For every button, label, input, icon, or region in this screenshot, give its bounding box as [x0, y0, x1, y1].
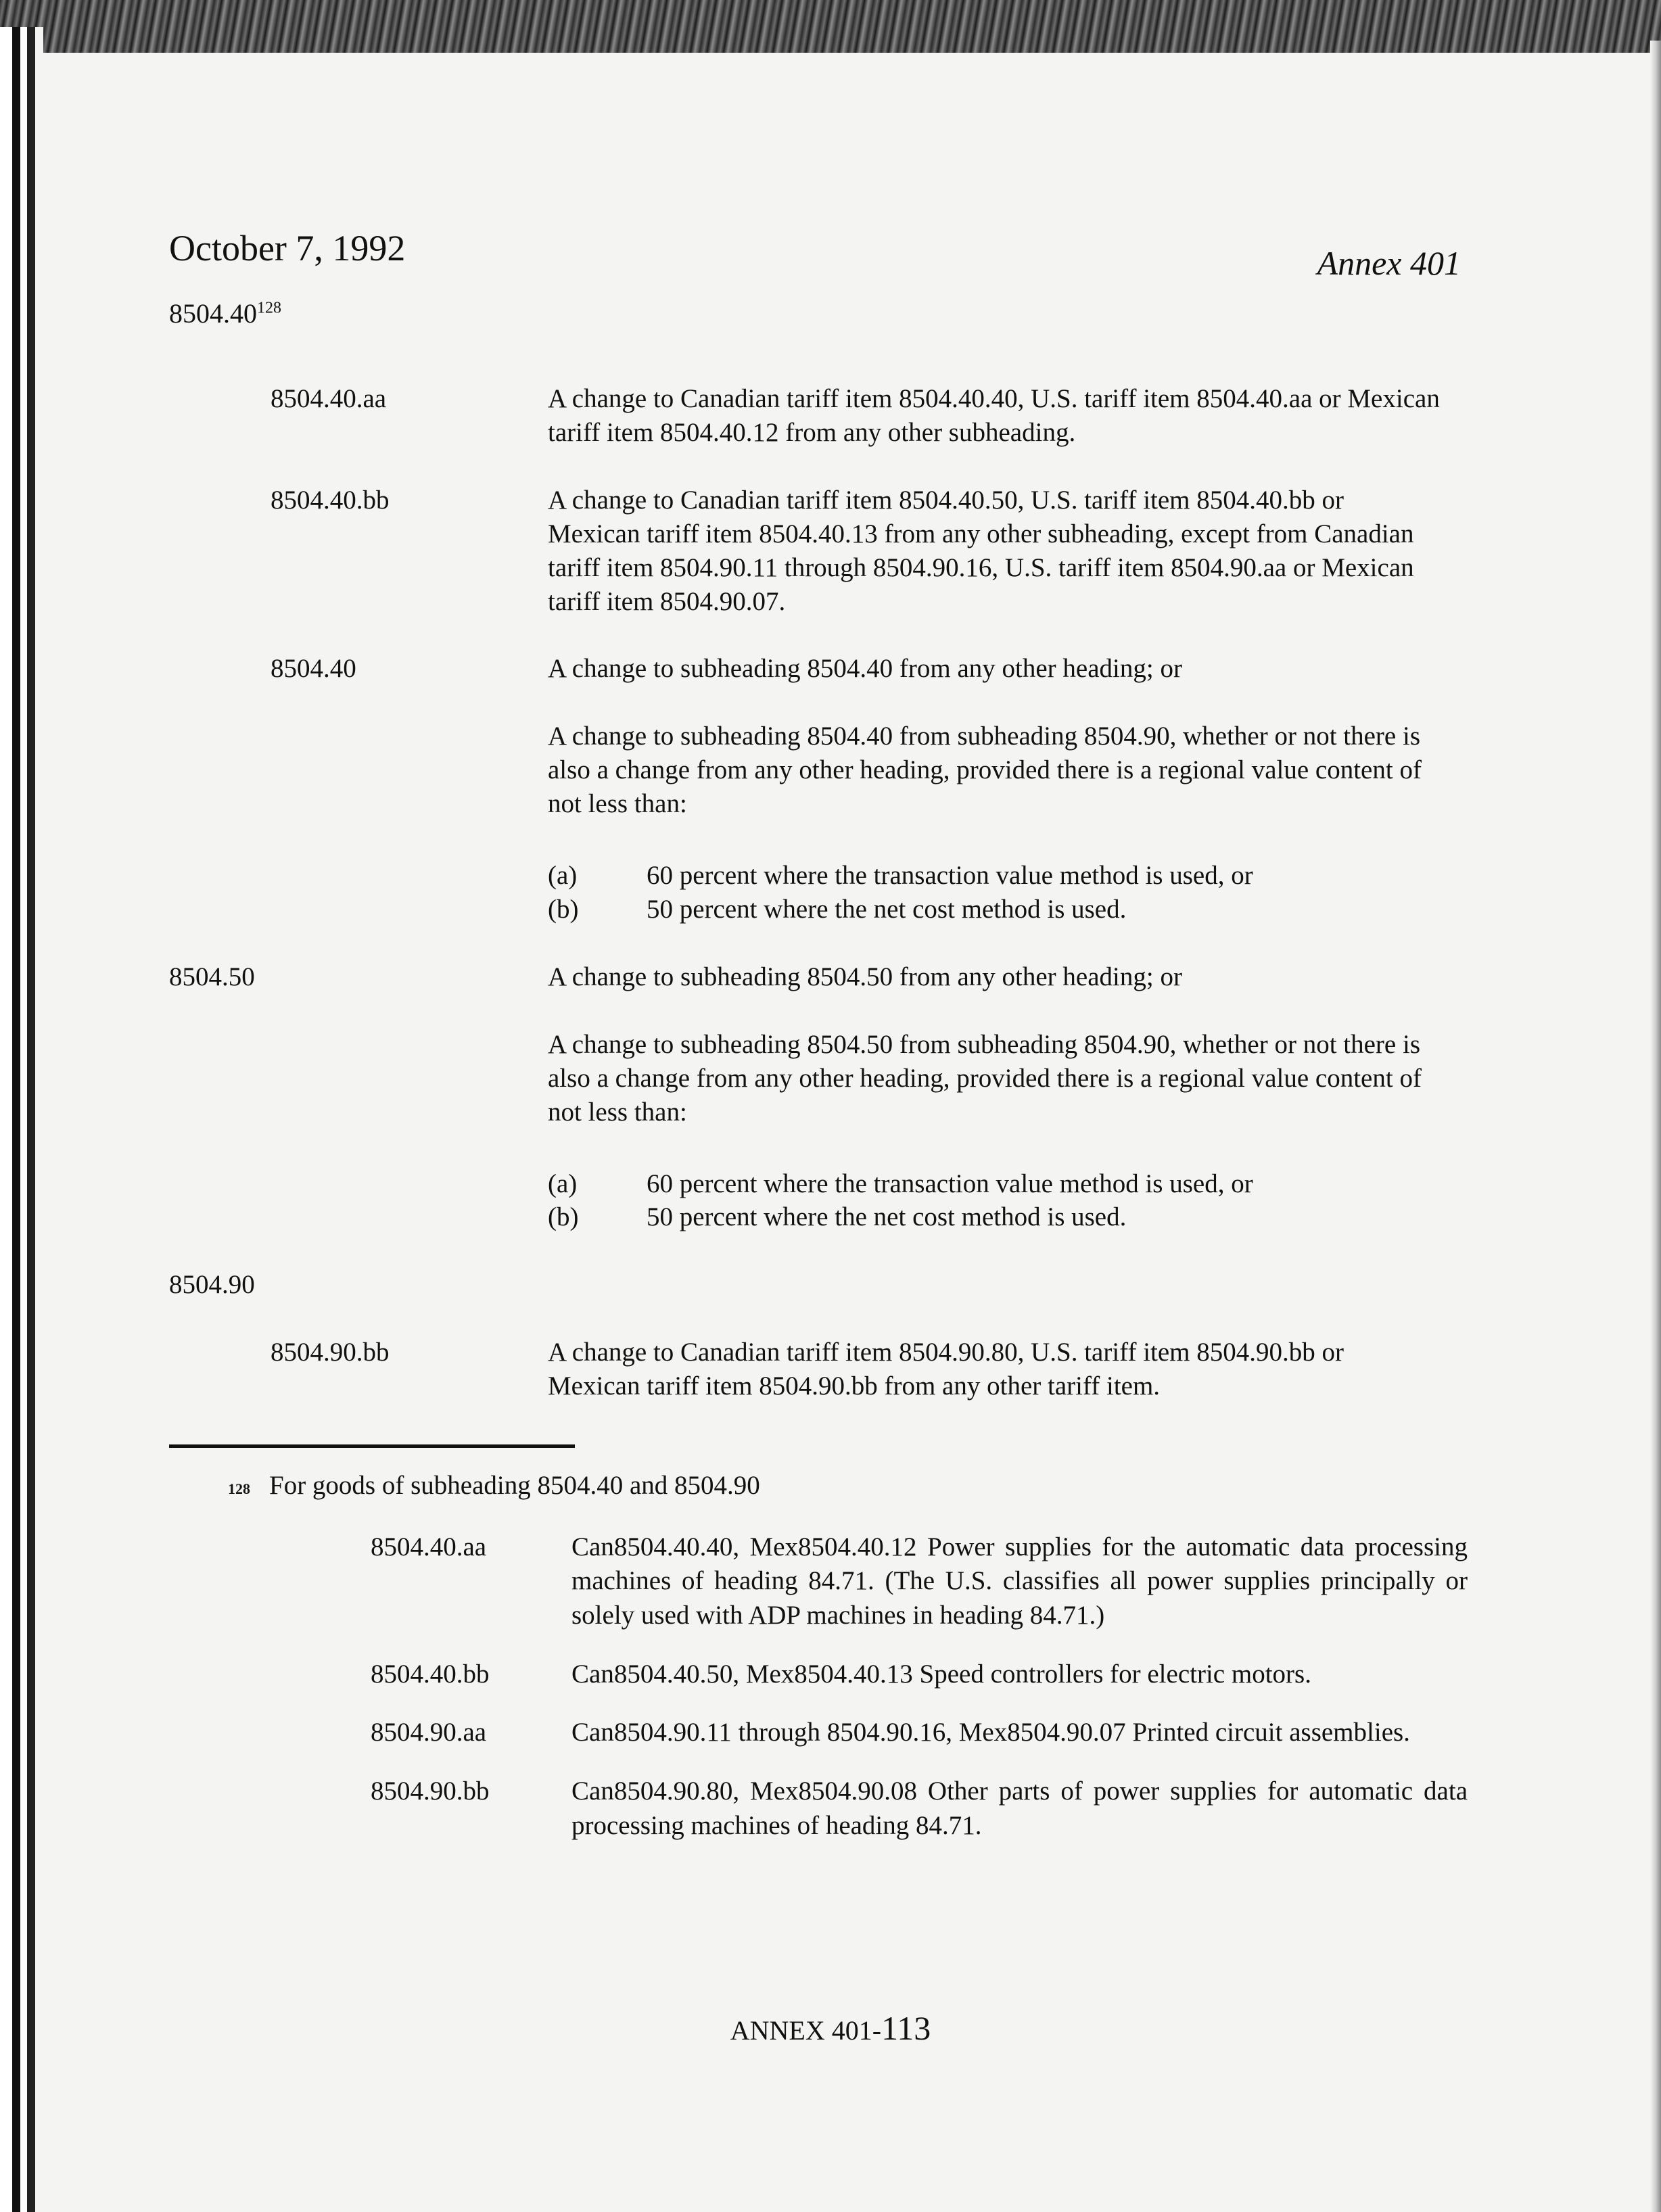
footnote-item: [169, 1716, 1468, 1750]
list-item: (a) 60 percent where the transaction value method is used, or: [548, 1169, 1253, 1198]
annex-label: Annex 401: [1317, 244, 1461, 282]
rule-row: [169, 382, 1468, 450]
list-item: (b) 50 percent where the net cost method is used.: [548, 894, 1127, 924]
footnote-intro: For goods of subheading 8504.40 and 8504.90: [269, 1471, 760, 1500]
footnote-text: Can8504.40.50, Mex8504.40.13 Speed controllers for electric motors.: [571, 1659, 1311, 1689]
rule-code: 8504.40.aa: [271, 384, 387, 413]
rule-row: [169, 960, 1468, 1234]
rvc-list: [548, 859, 1441, 926]
footnote-mark: 128: [228, 1480, 250, 1497]
footnote-code: 8504.40.aa: [371, 1532, 487, 1561]
footnote-text: Can8504.90.11 through 8504.90.16, Mex8504.90.07 Printed circuit assemblies.: [571, 1718, 1410, 1747]
footnote-item: [169, 1657, 1468, 1692]
rule-text: A change to subheading 8504.50 from any other heading; or A change to subheading 8504.50 from subheading 8504.90, whether or not there is also a change from any other heading, provided there is a regional value content of not less than: (a) 60 percent where the transaction value method is used, or (b) 50 percent where the net cost method is used.: [548, 960, 1441, 1234]
rule-text: A change to Canadian tariff item 8504.90.80, U.S. tariff item 8504.90.bb or Mexican tariff item 8504.90.bb from any other tariff item.: [548, 1338, 1344, 1401]
heading-code-8504-40: 8504.40$^{128}$: [169, 298, 281, 329]
footnote: [169, 1469, 1468, 1843]
footnote-text: Can8504.90.80, Mex8504.90.08 Other parts of power supplies for automatic data processing machines of heading 84.71.: [571, 1776, 1468, 1840]
footnote-item: [169, 1774, 1468, 1843]
footnote-reference: 128: [257, 299, 281, 317]
rule-code: 8504.90.bb: [271, 1338, 390, 1367]
rule-row: [169, 1336, 1468, 1403]
rule-text: A change to subheading 8504.40 from any other heading; or A change to subheading 8504.40 from subheading 8504.90, whether or not there is also a change from any other heading, provided there is a regional value content of not less than: (a) 60 percent where the transaction value method is used, or (b) 50 percent where the net cost method is used.: [548, 652, 1441, 926]
rule-text: A change to Canadian tariff item 8504.40.50, U.S. tariff item 8504.40.bb or Mexican tariff item 8504.40.13 from any other subheading, except from Canadian tariff item 8504.90.11 through 8504.90.16, U.S. tariff item 8504.90.aa or Mexican tariff item 8504.90.07.: [548, 485, 1414, 616]
page-date: October 7, 1992: [169, 228, 406, 268]
rule-code: 8504.40: [271, 654, 356, 684]
rule-row: [169, 652, 1468, 926]
page-number: ANNEX 401-113: [730, 2009, 931, 2047]
rvc-list: [548, 1167, 1441, 1235]
footnote-code: 8504.90.bb: [371, 1776, 490, 1806]
scan-right-edge: [1650, 41, 1661, 2212]
heading-row: [169, 1268, 1468, 1302]
list-item: (b) 50 percent where the net cost method is used.: [548, 1202, 1127, 1232]
footnote-text: Can8504.40.40, Mex8504.40.12 Power supplies for the automatic data processing machines of heading 84.71. (The U.S. classifies all power supplies principally or solely used with ADP machines in heading 84.71.): [571, 1532, 1468, 1630]
scan-top-border: [0, 0, 1661, 53]
scan-binding-edge: [0, 27, 43, 2212]
list-item: (a) 60 percent where the transaction value method is used, or: [548, 861, 1253, 891]
footnote-item: [169, 1530, 1468, 1633]
footnote-code: 8504.40.bb: [371, 1659, 490, 1689]
footnote-separator: [169, 1444, 575, 1448]
tariff-rules: [169, 298, 1468, 1403]
rule-text: A change to Canadian tariff item 8504.40.40, U.S. tariff item 8504.40.aa or Mexican tariff item 8504.40.12 from any other subheading.: [548, 384, 1440, 447]
rule-code: 8504.50: [169, 962, 255, 991]
footnote-code: 8504.90.aa: [371, 1718, 487, 1747]
rule-code: 8504.40.bb: [271, 485, 390, 515]
heading-code-8504-90: 8504.90: [169, 1270, 255, 1300]
footnote-intro-row: [169, 1469, 1468, 1503]
rule-row: [169, 484, 1468, 619]
